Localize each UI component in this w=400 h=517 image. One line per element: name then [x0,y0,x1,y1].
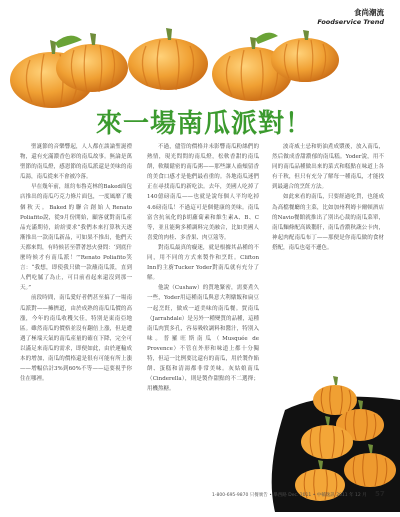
paragraph: 如此來看的南瓜，只要經過吃貨，也能成為高檔餐廳的主菜，比如加州利姆卡爾頓酒店的Navio餐館就推出了別出心裁的南瓜菜單，南瓜麵條配高級鵝肝，南瓜香濃秋蔬公卡肉，神起肉配南瓜布丁——那便是你南瓜做的食材搭配，南瓜也毫不遜色。 [272,194,384,251]
pumpkins-photo-top [0,0,400,110]
paragraph: 對南瓜最真的癡迷，就是根據其品種的不同，用不同的方式來製作和烹飪。Clifton Inn的主廚Tucker Yoder對南瓜就有充分了解。 [147,244,259,282]
pumpkin-3 [128,28,208,90]
paragraph: 不過，儘管的價格并未影響南瓜粉絲們的熱情，現光問問的南瓜燈，松軟香甜的南瓜餅，軟糯鬆密的南瓜粥——那些讓人齒頰留香的美食口感才是他們最看重的。各地南瓜迷們正在尋找南瓜的新吃法。去年，美國人吃掉了140億磅南瓜——也就是說每個人平均吃掉4.6磅南瓜！不過這可是個健康的美味。南瓜富含抗氧化的β胡蘿蔔素和維生素A、B、C等，並且能夠多種調料完美融合，比如美國人喜愛的肉桂、多香果、肉豆蔻等。 [147,144,259,241]
pumpkin-5 [271,30,339,82]
section-title-zh: 食尚潮流 [354,8,384,17]
section-title-en: Foodservice Trend [317,18,384,26]
page-footer: 1-800-695-9870 只餐廣告 • 畢西路 Dec. 2011 • 中輔逸訊 2011 年 12 月 [212,493,367,498]
pumpkin-dish-photo [265,280,400,512]
article-headline: 來一場南瓜派對！ [96,109,313,139]
paragraph: 波奇威士忌和奶油煮成漿後，放入南瓜，然后做成香甜濃郁的南瓜糕。Yoder說，用不同的南瓜品種做出來的菜式和糕點在味道上各有千秋，但只有充分了解每一種南瓜，才能找到最適合的烹飪方法。 [272,144,384,191]
article-column-3 [272,142,384,253]
paragraph: 前段時間，南瓜愛好者們甚至搞了一場南瓜派對——擁擠道，由於成熟的南瓜瓜價的高漲，今年的南瓜收穫欠佳，特別是東南亞地區。雖然南瓜的價格並沒有翻倍上漲，但是遭遇了極端天氣的南瓜產量的確在下降，完全可以滿足來南瓜的需求，即便如此，由於運輸成本的增加，南瓜的價格還是很有可能有所上漲——增幅估計3%到60%不等——這要視乎你住在哪裡。 [20,295,132,383]
paragraph: 聖誕節的音樂響起，人人都在談論聖誕禮物，還有充滿濃香色彩的南瓜故事。無論是萬聖節的南瓜燈，感恩節的南瓜派還是美味的南瓜湯，南瓜從來不會被冷落。 [20,144,132,181]
page-number: 57 [375,490,385,498]
paragraph: 他說（Cushaw）的質地緊密，需要煮久一些，Yoder用這種南瓜與意大利燉飯和扁豆一起烹飪，做成一道美味的南瓜餐。賈南瓜（Jarrahdale）是另外一種變質的品種，這種南瓜肉質多孔，容易吸收調料和醬汁，特別入味。普羅旺斯南瓜（Musquée de Provence）不管在外形和味道上都十分獨特，但這一比例要比還有的南瓜，用於製作餡餅、蛋糕和清湯都非常美味。灰姑娘南瓜（Cinderella），則是製作甜點的不二選擇；用機熬糖。 [147,285,259,393]
paragraph: 早在幾年前，紐約布魯克林的Baked面包店推出的南瓜巧克力條片面包，一度風靡了幾個秋天。Baked的聯合創始人Renato Poliafito說，從9月份開始，顧客就對南瓜產品充滿期待，紛紛要求“我們本來打算秋天逐漸推出一款南瓜新品，可如果不推出，他們天天都來問，有時候甚至帶著怒火發問：‘到底什麼時候才有南瓜派！’”Renato Poliafito笑言：“我想，即使我只做一款蘸南瓜派，直到人們吃膩了為止，可目前看起來還沒到那一天。” [20,184,132,292]
article-column-1 [20,142,132,384]
article-column-2 [147,142,259,394]
